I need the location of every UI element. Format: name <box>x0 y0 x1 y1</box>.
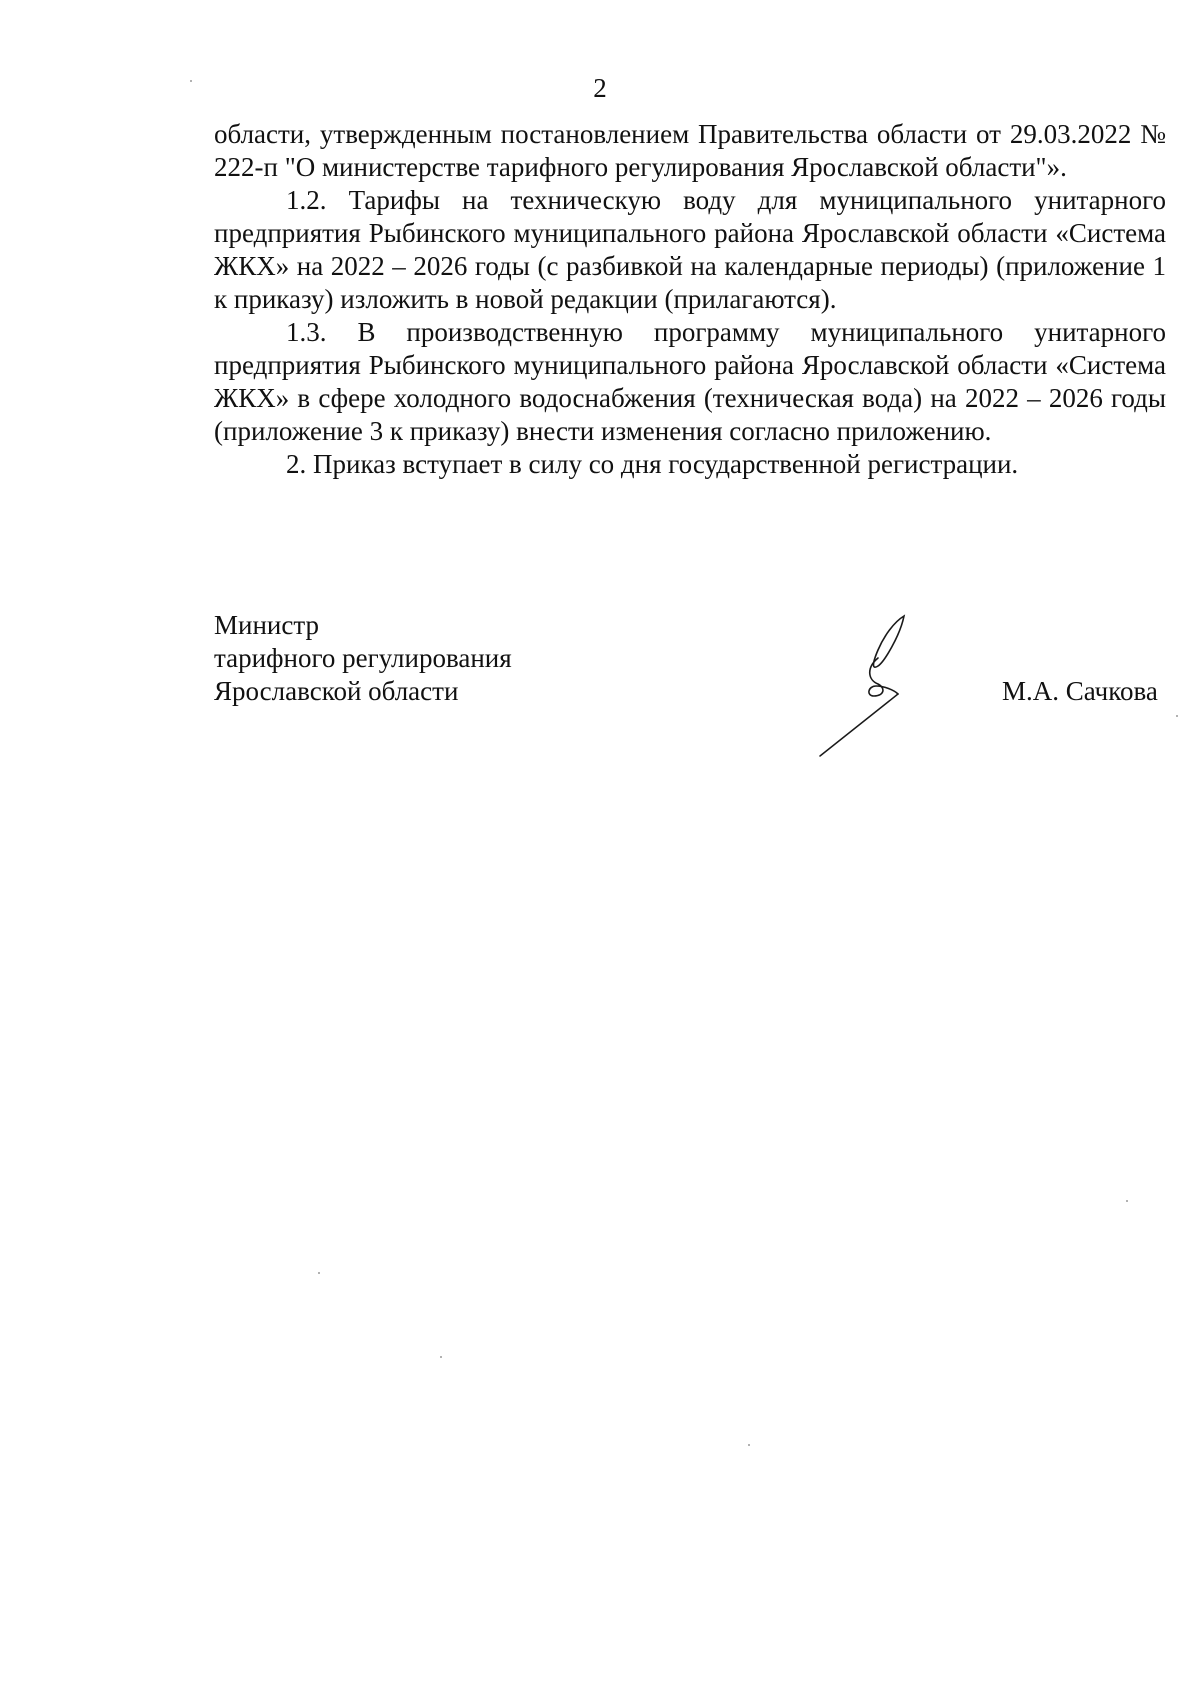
scan-speck <box>190 80 192 82</box>
signatory-title-line: Министр <box>214 610 319 640</box>
signatory-name: М.А. Сачкова <box>1002 676 1158 706</box>
signatory-title <box>214 609 512 708</box>
scan-speck <box>440 1356 442 1358</box>
paragraph-2: 2. Приказ вступает в силу со дня государственной регистрации. <box>286 449 1019 479</box>
document-body <box>214 118 1166 481</box>
scan-speck <box>1126 1200 1128 1202</box>
signatory-title-line: тарифного регулирования <box>214 643 512 673</box>
signatory-title-line: Ярославской области <box>214 676 459 706</box>
scan-speck <box>748 1444 750 1446</box>
scan-speck <box>1176 715 1178 717</box>
paragraph-1-2: 1.2. Тарифы на техническую воду для муниципального унитарного предприятия Рыбинского муниципального района Ярославской области «Система ЖКХ» на 2022 – 2026 годы (с разбивкой на календарные периоды) (приложение 1 к приказу) изложить в новой редакции (прилагаются). <box>214 185 1166 314</box>
handwritten-signature <box>812 606 922 766</box>
paragraph-1-3: 1.3. В производственную программу муниципального унитарного предприятия Рыбинского муниципального района Ярославской области «Система ЖКХ» в сфере холодного водоснабжения (техническая вода) на 2022 – 2026 годы (приложение 3 к приказу) внести изменения согласно приложению. <box>214 317 1166 446</box>
scan-speck <box>318 1272 320 1274</box>
page-number: 2 <box>593 73 607 103</box>
paragraph-continuation: области, утвержденным постановлением Правительства области от 29.03.2022 № 222-п "О министерстве тарифного регулирования Ярославской области"». <box>214 119 1166 182</box>
